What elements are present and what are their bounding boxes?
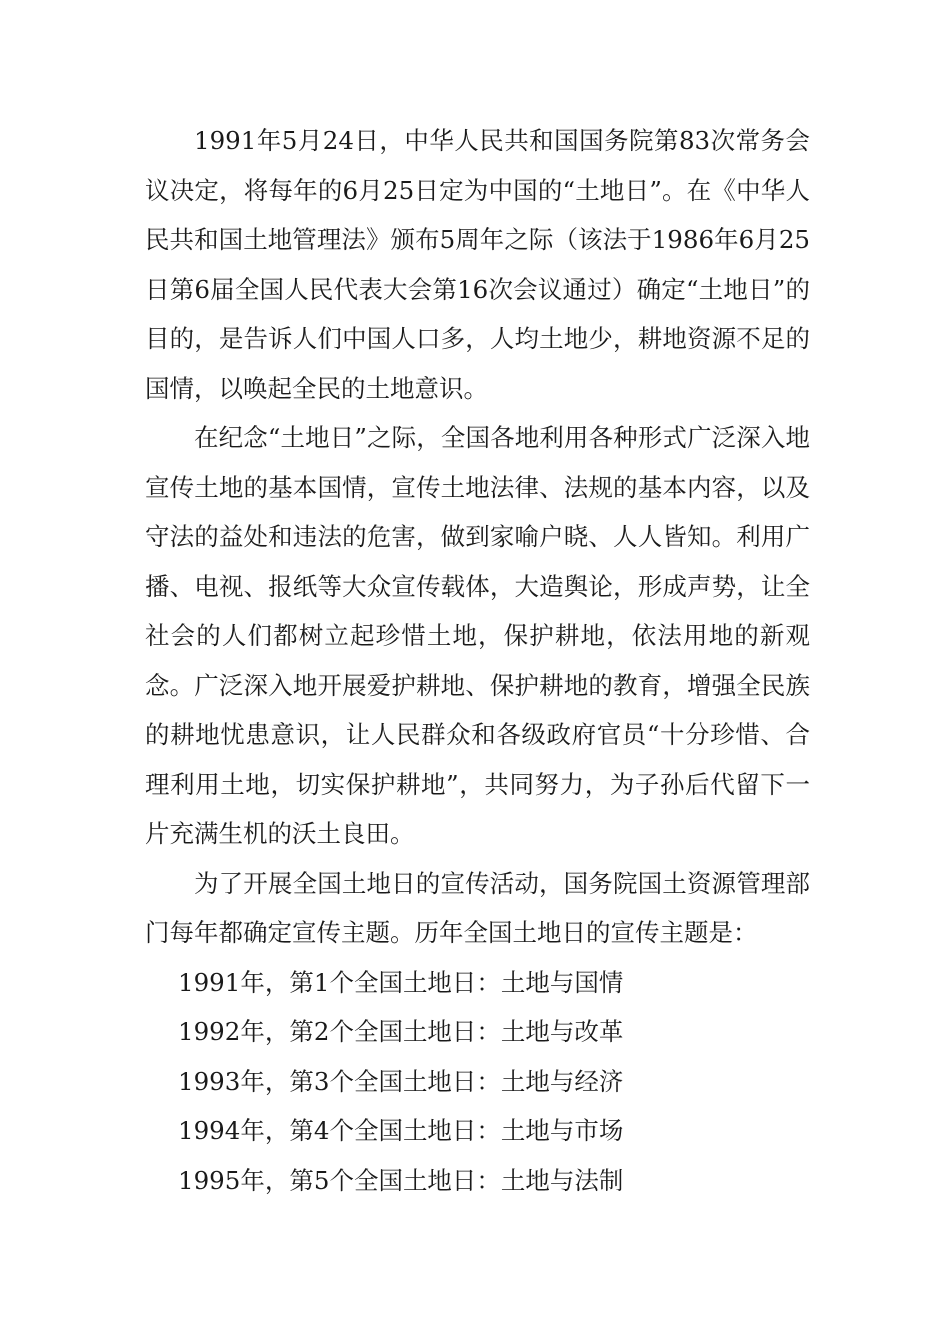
theme-list — [145, 958, 810, 1206]
paragraph-theme-intro: 为了开展全国土地日的宣传活动，国务院国土资源管理部门每年都确定宣传主题。历年全国土地日的宣传主题是： — [145, 868, 810, 947]
theme-list-item: 1993年，第3个全国土地日：土地与经济 — [178, 1066, 624, 1096]
paragraph-land-day-origin: 1991年5月24日，中华人民共和国国务院第83次常务会议决定，将每年的6月25日定为中国的“土地日”。在《中华人民共和国土地管理法》颁布5周年之际（该法于1986年6月25日第6届全国人民代表大会第16次会议通过）确定“土地日”的目的，是告诉人们中国人口多，人均土地少，耕地资源不足的国情，以唤起全民的土地意识。 — [145, 126, 810, 403]
paragraph-land-day-publicity: 在纪念“土地日”之际，全国各地利用各种形式广泛深入地宣传土地的基本国情，宣传土地法律、法规的基本内容，以及守法的益处和违法的危害，做到家喻户晓、人人皆知。利用广播、电视、报纸等大众宣传载体，大造舆论，形成声势，让全社会的人们都树立起珍惜土地，保护耕地，依法用地的新观念。广泛深入地开展爱护耕地、保护耕地的教育，增强全民族的耕地忧患意识，让人民群众和各级政府官员“十分珍惜、合理利用土地，切实保护耕地”，共同努力，为子孙后代留下一片充满生机的沃土良田。 — [145, 423, 810, 848]
theme-list-item: 1995年，第5个全国土地日：土地与法制 — [178, 1165, 624, 1195]
theme-list-item: 1991年，第1个全国土地日：土地与国情 — [178, 967, 624, 997]
document-body — [145, 116, 810, 1205]
theme-list-item: 1992年，第2个全国土地日：土地与改革 — [178, 1017, 624, 1046]
theme-list-item: 1994年，第4个全国土地日：土地与市场 — [178, 1116, 624, 1145]
